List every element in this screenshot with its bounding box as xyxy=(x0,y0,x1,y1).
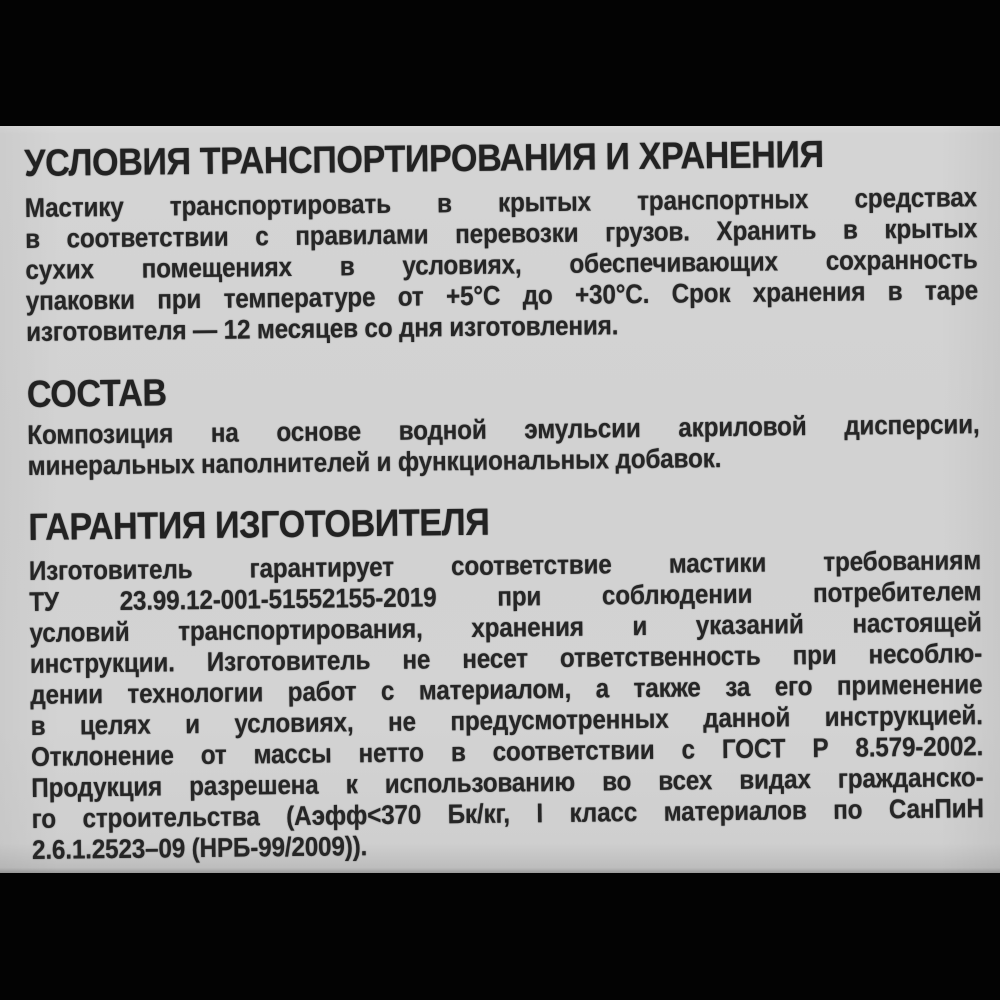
body-line: 2.6.1.2523–09 (НРБ-99/2009)). xyxy=(31,831,368,865)
product-label-surface xyxy=(0,126,1000,873)
body-line: сухих помещениях в условиях, обеспечивающих сохранность xyxy=(25,244,978,285)
warranty-heading: ГАРАНТИЯ ИЗГОТОВИТЕЛЯ xyxy=(28,501,490,549)
body-line: Композиция на основе водной эмульсии акриловой дисперсии, xyxy=(27,409,980,450)
body-line: условий транспортирования, хранения и указаний настоящей xyxy=(29,607,982,648)
label-text-block xyxy=(24,131,984,866)
body-line: Изготовитель гарантирует соответствие мастики требованиям xyxy=(28,545,982,586)
body-line: минеральных наполнителей и функциональных добавок. xyxy=(27,443,722,481)
transport-storage-heading: УСЛОВИЯ ТРАНСПОРТИРОВАНИЯ И ХРАНЕНИЯ xyxy=(24,133,824,185)
body-line: дении технологии работ с материалом, а также за его применение xyxy=(30,669,983,710)
section-manufacturer-warranty xyxy=(28,497,984,866)
body-line: инструкции. Изготовитель не несет ответственность при несоблю- xyxy=(29,638,983,679)
body-line: упаковки при температуре от +5°С до +30°С. Срок хранения в таре xyxy=(25,275,979,316)
body-line: Мастику транспортировать в крытых транспортных средствах xyxy=(24,182,978,223)
composition-heading: СОСТАВ xyxy=(26,372,167,416)
body-line: в соответствии с правилами перевозки грузов. Хранить в крытых xyxy=(24,213,978,254)
body-line: го строительства (Аэфф<370 Бк/кг, I класс материалов по СанПиН xyxy=(31,793,984,834)
body-line: Отклонение от массы нетто в соответствии с ГОСТ Р 8.579-2002. xyxy=(30,731,984,772)
body-line: изготовителя — 12 месяцев со дня изготовления. xyxy=(25,310,619,347)
body-line: ТУ 23.99.12-001-51552155-2019 при соблюдении потребителем xyxy=(29,576,982,617)
bottom-black-band xyxy=(0,873,1000,1000)
section-transport-storage xyxy=(24,133,978,348)
body-line: Продукция разрешена к использованию во всех видах гражданско- xyxy=(31,762,984,803)
section-composition xyxy=(27,364,980,482)
top-black-band xyxy=(0,0,1000,126)
body-line: в целях и условиях, не предусмотренных данной инструкцией. xyxy=(30,700,983,741)
